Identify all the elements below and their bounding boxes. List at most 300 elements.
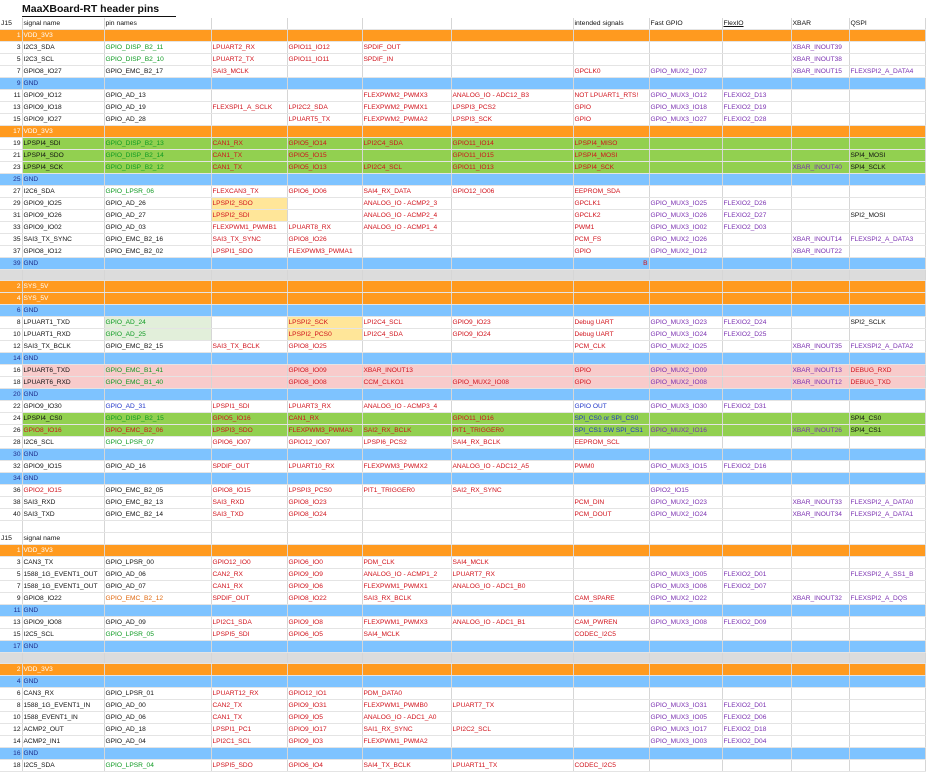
pin-name-cell[interactable]: GPIO_AD_13	[104, 90, 211, 102]
alt-func-4-cell[interactable]	[451, 341, 573, 353]
pin-name-cell[interactable]: GPIO_EMC_B2_05	[104, 485, 211, 497]
alt-func-2-cell[interactable]: GPIO9_IO5	[287, 711, 362, 723]
fast-gpio-cell[interactable]: GPIO_MUX2_IO26	[649, 234, 722, 246]
alt-func-2-cell[interactable]: GPIO8_IO24	[287, 509, 362, 521]
xbar-cell[interactable]	[791, 699, 849, 711]
alt-func-3-cell[interactable]: PDM_CLK	[362, 556, 451, 568]
pin-name-cell[interactable]: GPIO_EMC_B2_17	[104, 66, 211, 78]
empty-cell[interactable]	[451, 30, 573, 42]
flexio-cell[interactable]: FLEXIO2_D19	[722, 102, 791, 114]
intended-signal-cell[interactable]: CODEC_I2C5	[573, 759, 649, 771]
empty-cell[interactable]	[451, 449, 573, 461]
empty-cell[interactable]	[649, 389, 722, 401]
empty-cell[interactable]	[287, 521, 362, 532]
alt-func-4-cell[interactable]: PIT1_TRIGGER0	[451, 425, 573, 437]
empty-cell[interactable]	[287, 281, 362, 293]
pin-number-cell[interactable]: 18	[0, 377, 22, 389]
qspi-cell[interactable]	[849, 580, 925, 592]
fast-gpio-cell[interactable]: GPIO_MUX2_IO12	[649, 246, 722, 258]
qspi-cell[interactable]	[849, 222, 925, 234]
qspi-cell[interactable]	[849, 186, 925, 198]
empty-cell[interactable]	[649, 174, 722, 186]
empty-cell[interactable]	[573, 174, 649, 186]
empty-cell[interactable]	[362, 640, 451, 652]
fast-gpio-cell[interactable]	[649, 42, 722, 54]
empty-cell[interactable]	[211, 640, 287, 652]
header-alt-func-1-cell[interactable]	[211, 18, 287, 30]
xbar-cell[interactable]	[791, 401, 849, 413]
alt-func-3-cell[interactable]: ANALOG_IO - ACMP1_4	[362, 222, 451, 234]
pin-number-cell[interactable]: 12	[0, 723, 22, 735]
xbar-cell[interactable]	[791, 759, 849, 771]
alt-func-4-cell[interactable]	[451, 234, 573, 246]
empty-cell[interactable]	[451, 305, 573, 317]
signal-name-cell[interactable]: GPIO9_IO25	[22, 198, 104, 210]
flexio-cell[interactable]	[722, 413, 791, 425]
alt-func-2-cell[interactable]: GPIO9_IO6	[287, 580, 362, 592]
empty-cell[interactable]	[722, 747, 791, 759]
alt-func-4-cell[interactable]: GPIO11_IO15	[451, 150, 573, 162]
xbar-cell[interactable]	[791, 317, 849, 329]
fast-gpio-cell[interactable]: GPIO_MUX3_IO23	[649, 317, 722, 329]
alt-func-1-cell[interactable]: CAN1_RX	[211, 580, 287, 592]
alt-func-4-cell[interactable]: SAI2_RX_SYNC	[451, 485, 573, 497]
pin-name-cell[interactable]: GPIO_AD_09	[104, 616, 211, 628]
empty-cell[interactable]	[211, 281, 287, 293]
alt-func-1-cell[interactable]: LPUART2_RX	[211, 42, 287, 54]
xbar-cell[interactable]: XBAR_INOUT12	[791, 377, 849, 389]
pin-number-cell[interactable]: 6	[0, 305, 22, 317]
qspi-cell[interactable]: SPI4_CS1	[849, 425, 925, 437]
xbar-cell[interactable]	[791, 102, 849, 114]
pin-number-cell[interactable]: 27	[0, 186, 22, 198]
separator-cell[interactable]	[573, 270, 649, 281]
ground-label[interactable]: GND	[22, 353, 104, 365]
signal-name-cell[interactable]: CAN3_RX	[22, 687, 104, 699]
empty-cell[interactable]	[287, 389, 362, 401]
pin-name-cell[interactable]: GPIO_AD_00	[104, 699, 211, 711]
alt-func-1-cell[interactable]: FLEXCAN3_TX	[211, 186, 287, 198]
xbar-cell[interactable]	[791, 114, 849, 126]
alt-func-2-cell[interactable]: GPIO8_IO23	[287, 497, 362, 509]
pin-name-cell[interactable]: GPIO_LPSR_00	[104, 556, 211, 568]
empty-cell[interactable]	[362, 663, 451, 675]
alt-func-4-cell[interactable]: SAI4_MCLK	[451, 556, 573, 568]
pin-number-cell[interactable]: 33	[0, 222, 22, 234]
signal-name-cell[interactable]: I2C5_SDA	[22, 759, 104, 771]
intended-signal-cell[interactable]: SPI_CS1 SW SPI_CS1	[573, 425, 649, 437]
empty-cell[interactable]	[287, 78, 362, 90]
empty-cell[interactable]	[722, 473, 791, 485]
empty-cell[interactable]	[451, 473, 573, 485]
fast-gpio-cell[interactable]	[649, 162, 722, 174]
alt-func-4-cell[interactable]: SAI4_RX_BCLK	[451, 437, 573, 449]
empty-cell[interactable]	[211, 78, 287, 90]
empty-cell[interactable]	[104, 544, 211, 556]
fast-gpio-cell[interactable]: GPIO_MUX2_IO16	[649, 425, 722, 437]
empty-cell[interactable]	[104, 126, 211, 138]
empty-cell[interactable]	[451, 521, 573, 532]
empty-cell[interactable]	[573, 544, 649, 556]
alt-func-3-cell[interactable]: FLEXPWM1_PWMB0	[362, 699, 451, 711]
intended-signal-cell[interactable]: GPIO	[573, 102, 649, 114]
alt-func-4-cell[interactable]	[451, 222, 573, 234]
empty-cell[interactable]	[451, 258, 573, 270]
intended-signal-cell[interactable]	[573, 54, 649, 66]
pin-name-cell[interactable]: GPIO_EMC_B2_13	[104, 497, 211, 509]
empty-cell[interactable]	[211, 30, 287, 42]
pin-name-cell[interactable]: GPIO_AD_07	[104, 580, 211, 592]
empty-cell[interactable]	[451, 174, 573, 186]
power-label[interactable]: VDD_3V3	[22, 544, 104, 556]
pin-number-cell[interactable]: 2	[0, 663, 22, 675]
alt-func-4-cell[interactable]	[451, 365, 573, 377]
empty-cell[interactable]	[722, 78, 791, 90]
intended-signal-cell[interactable]	[573, 42, 649, 54]
alt-func-1-cell[interactable]: CAN1_TX	[211, 162, 287, 174]
empty-cell[interactable]	[362, 521, 451, 532]
intended-signal-cell[interactable]	[573, 699, 649, 711]
signal-name-cell[interactable]: SAI3_RXD	[22, 497, 104, 509]
signal-name-cell[interactable]: GPIO8_IO27	[22, 66, 104, 78]
empty-cell[interactable]	[211, 353, 287, 365]
empty-cell[interactable]	[104, 281, 211, 293]
flexio-cell[interactable]	[722, 592, 791, 604]
alt-func-3-cell[interactable]: FLEXPWM1_PWMX3	[362, 616, 451, 628]
empty-cell[interactable]	[849, 258, 925, 270]
empty-cell[interactable]	[849, 675, 925, 687]
alt-func-3-cell[interactable]: LPI2C4_SCL	[362, 162, 451, 174]
intended-signal-cell[interactable]	[573, 723, 649, 735]
signal-name-cell[interactable]: GPIO9_IO12	[22, 90, 104, 102]
pin-name-cell[interactable]: GPIO_AD_28	[104, 114, 211, 126]
pin-number-cell[interactable]: 22	[0, 401, 22, 413]
alt-func-1-cell[interactable]: LPUART2_TX	[211, 54, 287, 66]
pin-name-cell[interactable]: GPIO_AD_06	[104, 568, 211, 580]
empty-cell[interactable]	[573, 293, 649, 305]
pin-number-cell[interactable]: 14	[0, 353, 22, 365]
flexio-cell[interactable]: FLEXIO2_D04	[722, 735, 791, 747]
empty-cell[interactable]	[649, 126, 722, 138]
empty-cell[interactable]	[791, 30, 849, 42]
alt-func-1-cell[interactable]: CAN1_TX	[211, 150, 287, 162]
intended-signal-cell[interactable]: EEPROM_SDA	[573, 186, 649, 198]
alt-func-4-cell[interactable]: GPIO12_IO06	[451, 186, 573, 198]
fast-gpio-cell[interactable]: GPIO_MUX3_IO08	[649, 616, 722, 628]
alt-func-4-cell[interactable]	[451, 210, 573, 222]
empty-cell[interactable]	[211, 293, 287, 305]
alt-func-1-cell[interactable]: LPSPI5_SDO	[211, 759, 287, 771]
empty-cell[interactable]	[287, 30, 362, 42]
empty-cell[interactable]	[362, 544, 451, 556]
intended-signal-cell[interactable]: PWM1	[573, 222, 649, 234]
signal-name-cell[interactable]: GPIO9_IO15	[22, 461, 104, 473]
alt-func-3-cell[interactable]: PIT1_TRIGGER0	[362, 485, 451, 497]
separator-cell[interactable]	[649, 652, 722, 663]
empty-cell[interactable]	[211, 449, 287, 461]
separator-cell[interactable]	[211, 270, 287, 281]
separator-cell[interactable]	[22, 652, 104, 663]
empty-cell[interactable]	[451, 640, 573, 652]
fast-gpio-cell[interactable]: GPIO_MUX2_IO23	[649, 497, 722, 509]
pin-name-cell[interactable]: GPIO_EMC_B1_40	[104, 377, 211, 389]
fast-gpio-cell[interactable]: GPIO2_IO15	[649, 485, 722, 497]
alt-func-2-cell[interactable]: LPSPI3_PCS0	[287, 485, 362, 497]
flexio-cell[interactable]	[722, 485, 791, 497]
alt-func-3-cell[interactable]: PDM_DATA0	[362, 687, 451, 699]
flexio-cell[interactable]: FLEXIO2_D27	[722, 210, 791, 222]
empty-cell[interactable]	[211, 521, 287, 532]
alt-func-2-cell[interactable]: LPUART5_TX	[287, 114, 362, 126]
header-pin-number-cell[interactable]: J15	[0, 18, 22, 30]
alt-func-3-cell[interactable]	[362, 246, 451, 258]
separator-cell[interactable]	[451, 270, 573, 281]
flexio-cell[interactable]	[722, 497, 791, 509]
empty-cell[interactable]	[104, 521, 211, 532]
flexio-cell[interactable]	[722, 437, 791, 449]
alt-func-1-cell[interactable]	[211, 365, 287, 377]
alt-func-4-cell[interactable]	[451, 42, 573, 54]
empty-cell[interactable]	[451, 663, 573, 675]
intended-signal-cell[interactable]: LPSPI4_SCK	[573, 162, 649, 174]
intended-signal-cell[interactable]: PCM_DOUT	[573, 509, 649, 521]
signal-name-cell[interactable]: LPUART1_TXD	[22, 317, 104, 329]
alt-func-3-cell[interactable]: SAI4_RX_DATA	[362, 186, 451, 198]
empty-cell[interactable]	[211, 258, 287, 270]
alt-func-3-cell[interactable]: ANALOG_IO - ACMP3_4	[362, 401, 451, 413]
alt-func-3-cell[interactable]: SAI4_TX_BCLK	[362, 759, 451, 771]
empty-cell[interactable]	[287, 353, 362, 365]
header-alt-func-3-cell[interactable]	[362, 532, 451, 544]
fast-gpio-cell[interactable]	[649, 759, 722, 771]
empty-cell[interactable]	[211, 747, 287, 759]
ground-label[interactable]: GND	[22, 604, 104, 616]
alt-func-3-cell[interactable]: ANALOG_IO - ADC1_A0	[362, 711, 451, 723]
alt-func-4-cell[interactable]: GPIO11_IO16	[451, 413, 573, 425]
pin-number-cell[interactable]: 21	[0, 150, 22, 162]
xbar-cell[interactable]	[791, 222, 849, 234]
empty-cell[interactable]	[362, 747, 451, 759]
pin-name-cell[interactable]: GPIO_EMC_B2_14	[104, 509, 211, 521]
empty-cell[interactable]	[791, 604, 849, 616]
empty-cell[interactable]	[211, 126, 287, 138]
empty-cell[interactable]	[722, 544, 791, 556]
empty-cell[interactable]	[573, 281, 649, 293]
flexio-cell[interactable]	[722, 54, 791, 66]
separator-cell[interactable]	[722, 270, 791, 281]
intended-signal-cell[interactable]: LPSPI4_MOSI	[573, 150, 649, 162]
empty-cell[interactable]	[791, 389, 849, 401]
alt-func-3-cell[interactable]: SAI3_RX_BCLK	[362, 592, 451, 604]
pin-number-cell[interactable]: 11	[0, 604, 22, 616]
intended-signal-cell[interactable]: PWM0	[573, 461, 649, 473]
pin-name-cell[interactable]: GPIO_AD_19	[104, 102, 211, 114]
flexio-cell[interactable]: FLEXIO2_D26	[722, 198, 791, 210]
flexio-cell[interactable]	[722, 246, 791, 258]
alt-func-1-cell[interactable]: LPSPI1_SDI	[211, 401, 287, 413]
flexio-cell[interactable]: FLEXIO2_D24	[722, 317, 791, 329]
empty-cell[interactable]	[791, 126, 849, 138]
alt-func-1-cell[interactable]	[211, 377, 287, 389]
alt-func-2-cell[interactable]: GPIO6_IO0	[287, 556, 362, 568]
signal-name-cell[interactable]: I2C3_SCL	[22, 54, 104, 66]
pin-number-cell[interactable]: 5	[0, 54, 22, 66]
pin-name-cell[interactable]: GPIO_AD_31	[104, 401, 211, 413]
fast-gpio-cell[interactable]: GPIO_MUX2_IO09	[649, 365, 722, 377]
pin-number-cell[interactable]: 15	[0, 114, 22, 126]
pin-number-cell[interactable]: 30	[0, 449, 22, 461]
empty-cell[interactable]	[573, 30, 649, 42]
flexio-cell[interactable]: FLEXIO2_D18	[722, 723, 791, 735]
empty-cell[interactable]	[287, 174, 362, 186]
qspi-cell[interactable]: FLEXSPI2_A_DATA1	[849, 509, 925, 521]
empty-cell[interactable]	[451, 78, 573, 90]
alt-func-4-cell[interactable]: ANALOG_IO - ADC1_B1	[451, 616, 573, 628]
signal-name-cell[interactable]: SAI3_TXD	[22, 509, 104, 521]
empty-cell[interactable]	[362, 675, 451, 687]
alt-func-2-cell[interactable]: GPIO8_IO09	[287, 365, 362, 377]
alt-func-3-cell[interactable]: SPDIF_OUT	[362, 42, 451, 54]
empty-cell[interactable]	[573, 604, 649, 616]
xbar-cell[interactable]: XBAR_INOUT33	[791, 497, 849, 509]
empty-cell[interactable]	[287, 126, 362, 138]
pin-number-cell[interactable]: 31	[0, 210, 22, 222]
empty-cell[interactable]	[649, 281, 722, 293]
pin-number-cell[interactable]: 36	[0, 485, 22, 497]
qspi-cell[interactable]	[849, 556, 925, 568]
xbar-cell[interactable]: XBAR_INOUT13	[791, 365, 849, 377]
empty-cell[interactable]	[451, 126, 573, 138]
empty-cell[interactable]	[451, 389, 573, 401]
alt-func-3-cell[interactable]: ANALOG_IO - ACMP1_2	[362, 568, 451, 580]
signal-name-cell[interactable]: GPIO9_IO02	[22, 222, 104, 234]
xbar-cell[interactable]	[791, 329, 849, 341]
qspi-cell[interactable]	[849, 138, 925, 150]
pin-number-cell[interactable]: 25	[0, 174, 22, 186]
alt-func-1-cell[interactable]	[211, 317, 287, 329]
empty-cell[interactable]	[791, 640, 849, 652]
signal-name-cell[interactable]: I2C6_SDA	[22, 186, 104, 198]
alt-func-2-cell[interactable]: GPIO12_IO07	[287, 437, 362, 449]
alt-func-1-cell[interactable]: GPIO5_IO16	[211, 413, 287, 425]
header-alt-func-2-cell[interactable]	[287, 18, 362, 30]
separator-cell[interactable]	[451, 652, 573, 663]
empty-cell[interactable]	[22, 521, 104, 532]
empty-cell[interactable]	[849, 521, 925, 532]
empty-cell[interactable]	[451, 281, 573, 293]
qspi-cell[interactable]	[849, 723, 925, 735]
qspi-cell[interactable]	[849, 699, 925, 711]
separator-cell[interactable]	[22, 270, 104, 281]
empty-cell[interactable]	[287, 640, 362, 652]
flexio-cell[interactable]	[722, 66, 791, 78]
empty-cell[interactable]	[362, 353, 451, 365]
empty-cell[interactable]	[573, 663, 649, 675]
empty-cell[interactable]	[849, 640, 925, 652]
empty-cell[interactable]	[649, 305, 722, 317]
empty-cell[interactable]	[104, 305, 211, 317]
alt-func-2-cell[interactable]: LPUART10_RX	[287, 461, 362, 473]
alt-func-4-cell[interactable]: GPIO9_IO23	[451, 317, 573, 329]
pin-number-cell[interactable]: 12	[0, 341, 22, 353]
ground-label[interactable]: GND	[22, 78, 104, 90]
alt-func-2-cell[interactable]: FLEXPWM3_PWMA3	[287, 425, 362, 437]
xbar-cell[interactable]	[791, 90, 849, 102]
empty-cell[interactable]	[722, 30, 791, 42]
xbar-cell[interactable]	[791, 461, 849, 473]
qspi-cell[interactable]	[849, 114, 925, 126]
empty-cell[interactable]	[362, 305, 451, 317]
alt-func-2-cell[interactable]	[287, 210, 362, 222]
fast-gpio-cell[interactable]: GPIO_MUX3_IO18	[649, 102, 722, 114]
flexio-cell[interactable]: FLEXIO2_D03	[722, 222, 791, 234]
empty-cell[interactable]	[849, 78, 925, 90]
pin-name-cell[interactable]: GPIO_AD_04	[104, 735, 211, 747]
alt-func-4-cell[interactable]	[451, 497, 573, 509]
empty-cell[interactable]	[649, 544, 722, 556]
separator-cell[interactable]	[791, 270, 849, 281]
signal-name-cell[interactable]: GPIO9_IO18	[22, 102, 104, 114]
signal-name-cell[interactable]: GPIO9_IO08	[22, 616, 104, 628]
separator-cell[interactable]	[649, 270, 722, 281]
intended-signal-cell[interactable]: CAM_PWREN	[573, 616, 649, 628]
alt-func-1-cell[interactable]: LPSPI3_SDO	[211, 425, 287, 437]
alt-func-2-cell[interactable]	[287, 90, 362, 102]
empty-cell[interactable]	[362, 389, 451, 401]
signal-name-cell[interactable]: GPIO8_IO16	[22, 425, 104, 437]
header-signal-name-cell[interactable]: signal name	[22, 18, 104, 30]
qspi-cell[interactable]: FLEXSPI2_A_DATA2	[849, 341, 925, 353]
signal-name-cell[interactable]: ACMP2_IN1	[22, 735, 104, 747]
separator-cell[interactable]	[722, 652, 791, 663]
empty-cell[interactable]	[287, 449, 362, 461]
pin-number-cell[interactable]: 9	[0, 592, 22, 604]
xbar-cell[interactable]	[791, 198, 849, 210]
intended-signal-cell[interactable]: GPIO	[573, 114, 649, 126]
empty-cell[interactable]	[287, 258, 362, 270]
xbar-cell[interactable]	[791, 568, 849, 580]
empty-cell[interactable]	[849, 126, 925, 138]
alt-func-1-cell[interactable]: SAI3_RXD	[211, 497, 287, 509]
flexio-cell[interactable]	[722, 365, 791, 377]
empty-cell[interactable]	[649, 353, 722, 365]
alt-func-4-cell[interactable]: LPUART7_TX	[451, 699, 573, 711]
intended-signal-cell[interactable]: Debug UART	[573, 317, 649, 329]
empty-cell[interactable]	[104, 258, 211, 270]
header-xbar-cell[interactable]	[791, 532, 849, 544]
empty-cell[interactable]	[791, 353, 849, 365]
alt-func-2-cell[interactable]: GPIO6_IO4	[287, 759, 362, 771]
empty-cell[interactable]	[722, 258, 791, 270]
alt-func-1-cell[interactable]: LPSPI2_SDI	[211, 210, 287, 222]
alt-func-3-cell[interactable]: LPSPI6_PCS2	[362, 437, 451, 449]
qspi-cell[interactable]	[849, 711, 925, 723]
alt-func-2-cell[interactable]: LPI2C2_SDA	[287, 102, 362, 114]
alt-func-2-cell[interactable]	[287, 66, 362, 78]
xbar-cell[interactable]	[791, 687, 849, 699]
alt-func-4-cell[interactable]	[451, 687, 573, 699]
qspi-cell[interactable]	[849, 198, 925, 210]
signal-name-cell[interactable]: GPIO8_IO12	[22, 246, 104, 258]
empty-cell[interactable]	[362, 30, 451, 42]
fast-gpio-cell[interactable]: GPIO_MUX3_IO30	[649, 401, 722, 413]
xbar-cell[interactable]: XBAR_INOUT34	[791, 509, 849, 521]
separator-cell[interactable]	[211, 652, 287, 663]
xbar-cell[interactable]	[791, 711, 849, 723]
alt-func-2-cell[interactable]: LPSPI2_PCS0	[287, 329, 362, 341]
alt-func-1-cell[interactable]: GPIO8_IO15	[211, 485, 287, 497]
xbar-cell[interactable]: XBAR_INOUT40	[791, 162, 849, 174]
